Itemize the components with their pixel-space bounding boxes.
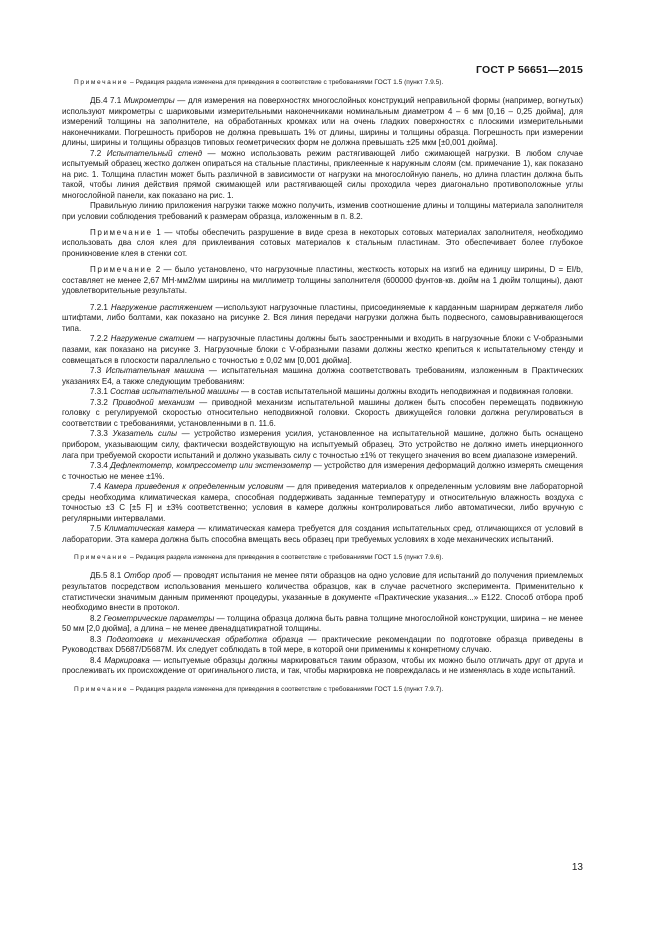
- body-paragraph: [62, 614, 583, 635]
- body-paragraph: [62, 429, 583, 461]
- body-paragraph: [62, 635, 583, 656]
- clause-number: ДБ.4 7.1: [90, 96, 124, 105]
- body-paragraph: [62, 387, 583, 398]
- note-label: Примечание: [90, 265, 153, 275]
- clause-term: Состав испытательной машины: [110, 387, 239, 397]
- clause-term: Нагружение растяжением: [110, 302, 213, 312]
- note-label: Примечание: [74, 685, 129, 693]
- paragraph-text: — климатическая камера требуется для создания испытательных сред, отличающихся от условий в лаборатории. Эта камера должна быть способна вмещать весь образец при требуемых условиях в ходе механических испытаний.: [62, 524, 583, 544]
- document-body: [62, 78, 583, 703]
- clause-term: Микрометры: [123, 96, 175, 105]
- body-paragraph: [62, 96, 583, 149]
- clause-term: Приводной механизм: [112, 397, 195, 407]
- paragraph-text: — устройство для измерения деформаций должно измерять смещения с точностью не менее ±1%.: [62, 461, 584, 481]
- clause-number: 8.4: [90, 655, 105, 665]
- paragraph-text: — для измерения на поверхностях многослойных конструкций неправильной формы (например, вогнутых) используют микрометры с шариковыми измерительными наконечниками номинальным диаметром 4 – 6 мм [0,16 – 0,25 дюйма], для измерений толщины на заполнителе, на обработанных кромках или на очень гладких поверхностях с плоскими измерительными наконечниками. Погрешность приборов не должна превышать 1% от длины, ширины и толщины образца. Погрешность при измерении длины, ширины и толщины образцов типовых геометрических форм не должна превышать ±25 мкм [±0,001 дюйма].: [62, 96, 584, 148]
- clause-term: Испытательная машина: [105, 366, 205, 376]
- clause-term: Камера приведения к определенным условиям: [104, 482, 284, 492]
- clause-number: 7.3: [90, 366, 106, 376]
- clause-term: Климатическая камера: [104, 524, 195, 534]
- body-paragraph: [62, 398, 583, 430]
- paragraph-text: — в состав испытательной машины должны входить неподвижная и подвижная головки.: [238, 387, 574, 397]
- paragraph-text: — нагрузочные пластины должны быть заостренными и входить в нагрузочные блоки с V-образными пазами, как показано на рисунке 3. Нагрузочные блоки с V-образными пазами должны жестко крепиться к испытательному стенду и совмещаться в плоскости параллельно с точностью ± 0,02 мм [0,001 дюйма].: [62, 334, 583, 365]
- clause-number: ДБ.5 8.1: [90, 571, 124, 581]
- clause-term: Нагружение сжатием: [110, 334, 195, 344]
- paragraph-text: – Редакция раздела изменена для приведения в соответствие с требованиями ГОСТ 1.5 (пункт 7.9.7).: [128, 685, 444, 693]
- body-paragraph: [62, 303, 583, 335]
- note-label: Примечание: [74, 79, 129, 86]
- body-paragraph: [62, 524, 583, 545]
- document-id: ГОСТ Р 56651—2015: [475, 64, 583, 76]
- clause-number: 8.3: [90, 634, 107, 644]
- note-paragraph: [62, 265, 583, 297]
- clause-number: 7.2.2: [90, 334, 111, 344]
- paragraph-text: 1 — чтобы обеспечить разрушение в виде среза в некоторых сотовых материалах заполнителя, необходимо использовать два слоя клея для приклеивания сотовых материалов к стальным пластинам. Это обеспечивает более глубокое проникновение клея в стенки сот.: [62, 227, 583, 258]
- body-paragraph: [62, 366, 583, 387]
- note-label: Примечание: [74, 554, 129, 562]
- clause-number: 7.3.3: [90, 429, 113, 439]
- paragraph-text: —используют нагрузочные пластины, присоединяемые к карданным шарнирам держателя либо штифтами, либо болтами, как показано на рисунке 2. Вся линия передачи нагрузки должна быть подвесного, самовыравнивающегося типа.: [62, 302, 584, 333]
- clause-term: Геометрические параметры: [103, 613, 215, 623]
- paragraph-text: — испытательная машина должна соответствовать требованиям, изложенным в Практических указаниях E4, а также следующим требованиям:: [62, 366, 583, 386]
- note-paragraph: [62, 78, 583, 87]
- note-paragraph: [62, 685, 583, 694]
- clause-term: Отбор проб: [123, 571, 171, 581]
- note-paragraph: [62, 553, 583, 562]
- clause-term: Маркировка: [104, 655, 150, 665]
- clause-number: 8.2: [90, 613, 104, 623]
- clause-number: 7.3.1: [90, 387, 111, 397]
- clause-number: 7.3.4: [90, 461, 111, 471]
- clause-number: 7.2.1: [90, 302, 111, 312]
- body-paragraph: [62, 334, 583, 366]
- note-label: Примечание: [90, 227, 153, 237]
- body-paragraph: [62, 482, 583, 524]
- paragraph-text: — можно использовать режим растягивающей либо сжимающей нагрузки. В любом случае испытуемый образец жестко должен опираться на стальные пластины, приклеенные к наружным слоям (см. примечание 1), как показано на рис. 1. Толщина пластин может быть различной в зависимости от нагрузки на многослойную панель, но длина пластин должна быть такой, чтобы линия действия прямой сжимающей или растягивающей силы проходила через диагонально противоположные углы многослойной панели, как показано на рис. 1.: [62, 148, 583, 200]
- body-paragraph: [62, 656, 583, 677]
- paragraph-text: — приводной механизм испытательной машины должен быть способен перемещать подвижную головку с регулируемой скоростью относительно неподвижной головки. Скорость движущейся головки должна регулироваться в соответствии с требованиями, установленными в п. 11.6.: [62, 397, 583, 428]
- paragraph-text: – Редакция раздела изменена для приведения в соответствие с требованиями ГОСТ 1.5 (пункт 7.9.6).: [128, 554, 444, 562]
- clause-number: 7.5: [90, 524, 105, 534]
- clause-term: Подготовка и механическая обработка образца: [106, 634, 304, 644]
- clause-term: Испытательный стенд: [106, 148, 203, 158]
- paragraph-text: — проводят испытания не менее пяти образцов на одно условие для испытаний до получения приемлемых результатов посредством использования меньшего количества образцов, как в случае расчетного эксперимента. Применительно к статистически значимым данным применяют процедуры, указанные в документе «Практические указания...» E122. Способ отбора проб необходимо внести в протокол.: [62, 571, 583, 613]
- body-paragraph: [62, 201, 583, 222]
- paragraph-text: 2 — было установлено, что нагрузочные пластины, жесткость которых на изгиб на единицу ширины, D = EI/b, составляет не менее 2,67 МН·мм2/мм ширины на миллиметр толщины заполнителя (600000 фунтов·кв. дюйм на 1 дюйм толщины), дают удовлетворительные результаты.: [62, 265, 583, 296]
- paragraph-text: — толщина образца должна быть равна толщине многослойной конструкции, ширина – не менее 50 мм [2,0 дюйма], а длина – не менее двенадцатикратной толщины.: [62, 613, 584, 634]
- paragraph-text: — для приведения материалов к определенным условиям вне лабораторной среды необходима климатическая камера, способная поддерживать заданные температуру и относительную влажность воздуха с точностью ±3 С [±5 F] и ±3% соответственно; условия в камере должны контролироваться либо автоматически, либо вручную с регулярными интервалами.: [62, 482, 583, 523]
- paragraph-text: — устройство измерения усилия, установленное на испытательной машине, должно быть оснащено прибором, указывающим силу, фактически воздействующую на испытуемый образец. Это устройство не должно иметь инерционного лага при требуемой скорости испытаний и должно указывать силу с точностью ±1% от текущего значения во всем диапазоне измерений.: [62, 429, 584, 460]
- body-paragraph: [62, 461, 583, 482]
- body-paragraph: [62, 571, 583, 613]
- clause-term: Дефлектометр, компрессометр или экстензометр: [110, 461, 312, 471]
- paragraph-text: Правильную линию приложения нагрузки также можно получить, изменив соотношение длины и толщины материала заполнителя при условии соблюдения требований к размерам образца, изложенным в п. 8.2.: [62, 201, 583, 222]
- clause-number: 7.2: [90, 148, 107, 158]
- body-paragraph: [62, 149, 583, 202]
- clause-number: 7.4: [90, 482, 105, 492]
- clause-term: Указатель силы: [112, 429, 178, 439]
- note-paragraph: [62, 228, 583, 260]
- clause-number: 7.3.2: [90, 397, 113, 407]
- paragraph-text: – Редакция раздела изменена для приведения в соответствие с требованиями ГОСТ 1.5 (пункт 7.9.5).: [128, 79, 444, 86]
- paragraph-text: — испытуемые образцы должны маркироваться таким образом, чтобы их можно было отличать друг от друга и прослеживать их происхождение от оригинального листа, и так, чтобы маркировка не повреждалась и не изменялась в ходе испытаний.: [62, 655, 583, 676]
- paragraph-text: — практические рекомендации по подготовке образца приведены в Руководствах D5687/D5687M. Их следует соблюдать в той мере, в которой они применимы к конкретному случаю.: [62, 634, 583, 655]
- page-number: 13: [571, 862, 583, 873]
